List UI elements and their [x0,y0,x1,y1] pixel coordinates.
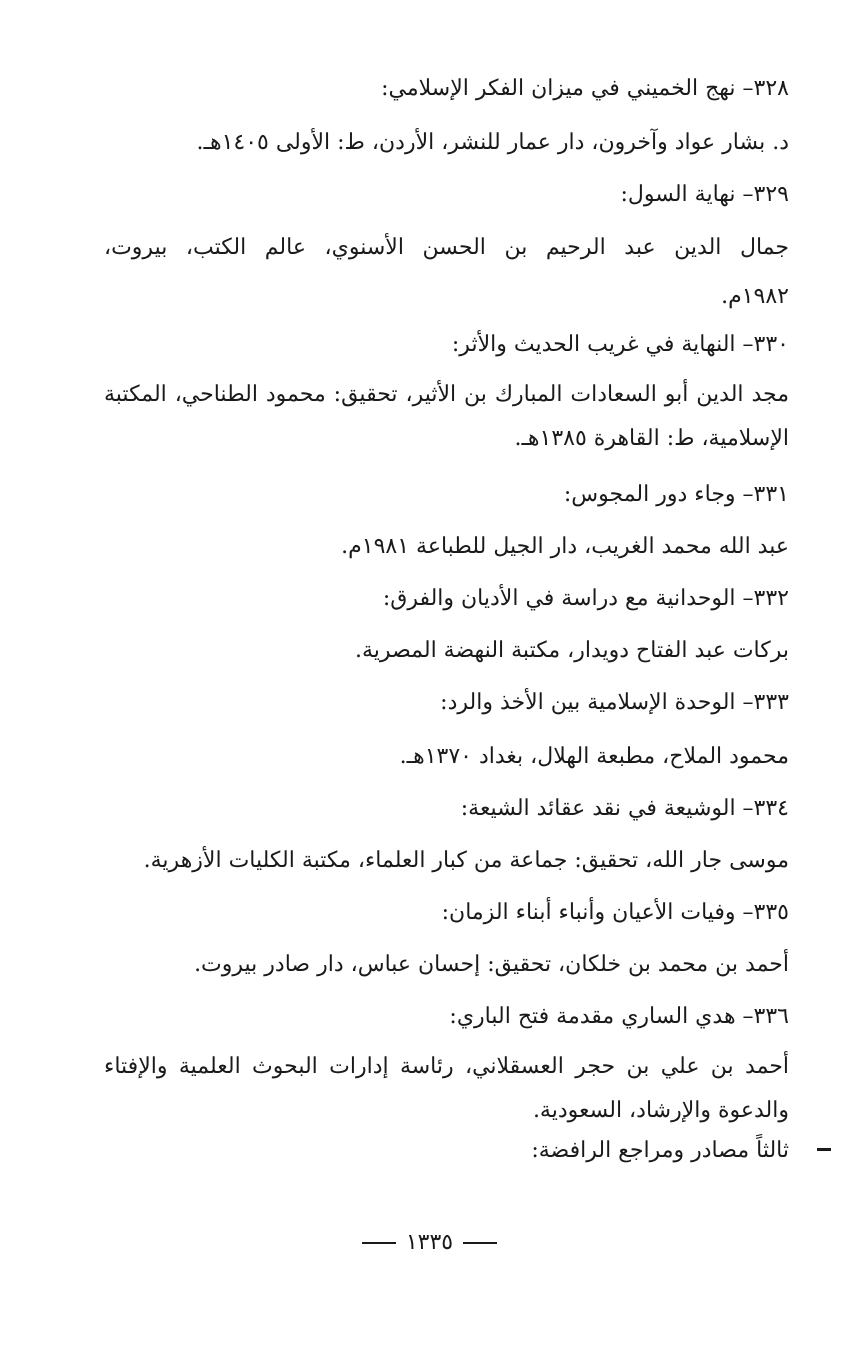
entry-title: ٣٣٦– هدي الساري مقدمة فتح الباري: [449,1004,789,1029]
entry-reference: محمود الملاح، مطبعة الهلال، بغداد ١٣٧٠هـ. [399,744,789,769]
section-marker-dash [817,1148,831,1151]
entry-reference: جمال الدين عبد الرحيم بن الحسن الأسنوي، عالم الكتب، بيروت، [104,235,789,260]
entry-title: ٣٢٨– نهج الخميني في ميزان الفكر الإسلامي: [381,76,789,101]
entry-reference: بركات عبد الفتاح دويدار، مكتبة النهضة المصرية. [355,638,789,663]
entry-title: ٣٣٥– وفيات الأعيان وأنباء أبناء الزمان: [441,900,789,925]
footer-dash-left [362,1242,396,1244]
page-footer [0,1228,859,1258]
entry-title: ٣٣٠– النهاية في غريب الحديث والأثر: [451,332,789,357]
entry-reference: عبد الله محمد الغريب، دار الجيل للطباعة ١٩٨١م. [341,534,789,559]
entry-reference: موسى جار الله، تحقيق: جماعة من كبار العلماء، مكتبة الكليات الأزهرية. [143,848,789,873]
entry-title: ٣٣٤– الوشيعة في نقد عقائد الشيعة: [460,796,789,821]
footer-dash-right [463,1242,497,1244]
entry-reference: أحمد بن محمد بن خلكان، تحقيق: إحسان عباس، دار صادر بيروت. [194,952,789,977]
entry-title: ٣٣٣– الوحدة الإسلامية بين الأخذ والرد: [440,690,789,715]
entry-title: ٣٣٢– الوحدانية مع دراسة في الأديان والفرق: [382,586,789,611]
entry-title: ٣٣١– وجاء دور المجوس: [563,482,789,507]
entry-reference: أحمد بن علي بن حجر العسقلاني، رئاسة إدارات البحوث العلمية والإفتاء [104,1054,790,1079]
entry-reference-continued: ١٩٨٢م. [721,284,789,309]
entry-title: ٣٢٩– نهاية السول: [620,182,789,207]
entry-reference-continued: والدعوة والإرشاد، السعودية. [532,1098,789,1123]
page-number: ١٣٣٥ [405,1230,454,1255]
entry-reference: مجد الدين أبو السعادات المبارك بن الأثير، تحقيق: محمود الطناحي، المكتبة [104,382,789,407]
entry-reference-continued: الإسلامية، ط: القاهرة ١٣٨٥هـ. [514,426,789,451]
section-heading: ثالثاً مصادر ومراجع الرافضة: [531,1138,789,1163]
entry-reference: د. بشار عواد وآخرون، دار عمار للنشر، الأردن، ط: الأولى ١٤٠٥هـ. [196,130,789,155]
